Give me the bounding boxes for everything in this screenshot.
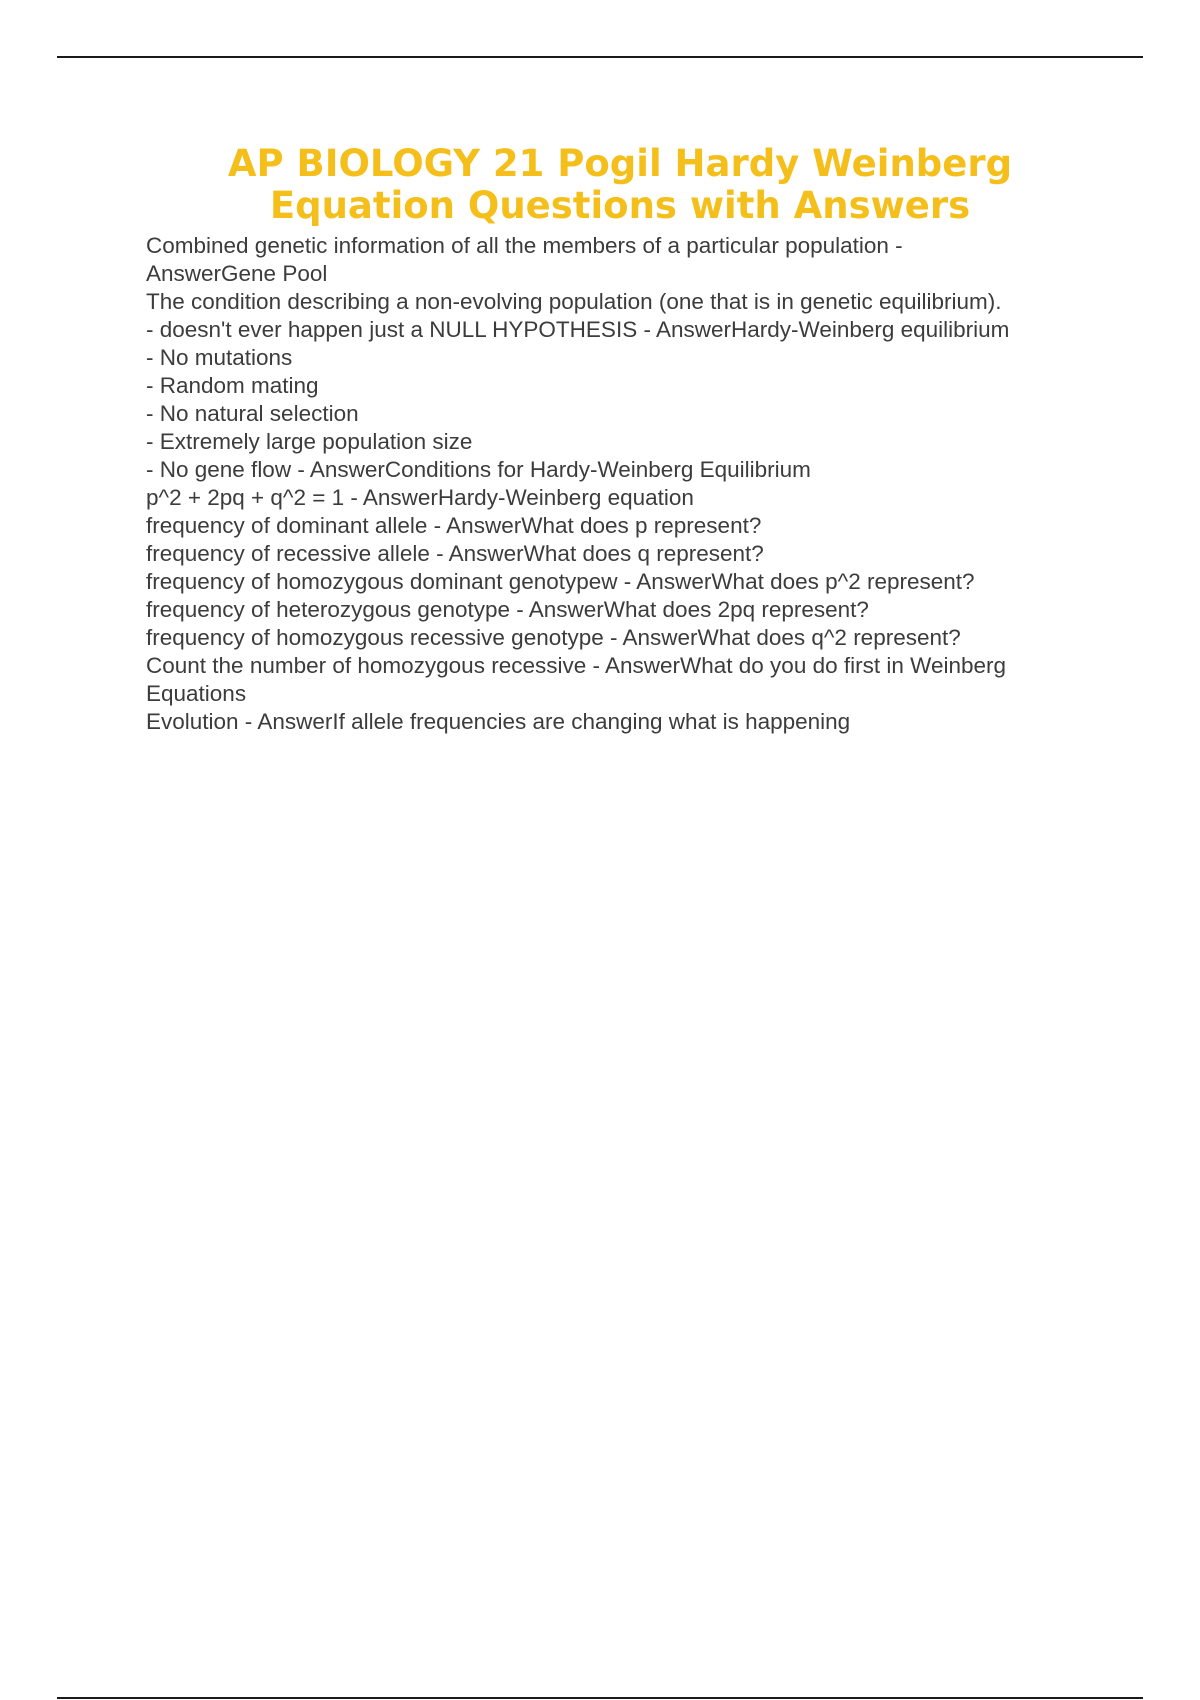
text-line: - Random mating bbox=[146, 373, 319, 398]
text-line: p^2 + 2pq + q^2 = 1 - AnswerHardy-Weinberg equation bbox=[146, 485, 694, 510]
text-line: - No gene flow - AnswerConditions for Hardy-Weinberg Equilibrium bbox=[146, 457, 811, 482]
document-title bbox=[140, 143, 1100, 227]
text-line: AnswerGene Pool bbox=[146, 261, 328, 286]
text-line: frequency of heterozygous genotype - AnswerWhat does 2pq represent? bbox=[146, 597, 869, 622]
title-line-2: Equation Questions with Answers bbox=[269, 184, 971, 227]
text-line: Combined genetic information of all the members of a particular population - bbox=[146, 233, 903, 258]
text-line: The condition describing a non-evolving population (one that is in genetic equilibrium). bbox=[146, 289, 1002, 314]
header-rule bbox=[57, 56, 1143, 58]
text-line: Evolution - AnswerIf allele frequencies are changing what is happening bbox=[146, 709, 851, 734]
text-line: - No mutations bbox=[146, 345, 293, 370]
text-line: frequency of dominant allele - AnswerWhat does p represent? bbox=[146, 513, 762, 538]
text-line: Equations bbox=[146, 681, 247, 706]
footer-rule bbox=[57, 1697, 1143, 1699]
text-line: - Extremely large population size bbox=[146, 429, 473, 454]
text-line: frequency of recessive allele - AnswerWhat does q represent? bbox=[146, 541, 764, 566]
title-line-1: AP BIOLOGY 21 Pogil Hardy Weinberg bbox=[227, 142, 1013, 185]
document-body bbox=[146, 232, 1096, 736]
text-line: frequency of homozygous dominant genotypew - AnswerWhat does p^2 represent? bbox=[146, 569, 975, 594]
text-line: - doesn't ever happen just a NULL HYPOTHESIS - AnswerHardy-Weinberg equilibrium bbox=[146, 317, 1010, 342]
text-line: frequency of homozygous recessive genotype - AnswerWhat does q^2 represent? bbox=[146, 625, 961, 650]
text-line: - No natural selection bbox=[146, 401, 359, 426]
text-line: Count the number of homozygous recessive - AnswerWhat do you do first in Weinberg bbox=[146, 653, 1007, 678]
